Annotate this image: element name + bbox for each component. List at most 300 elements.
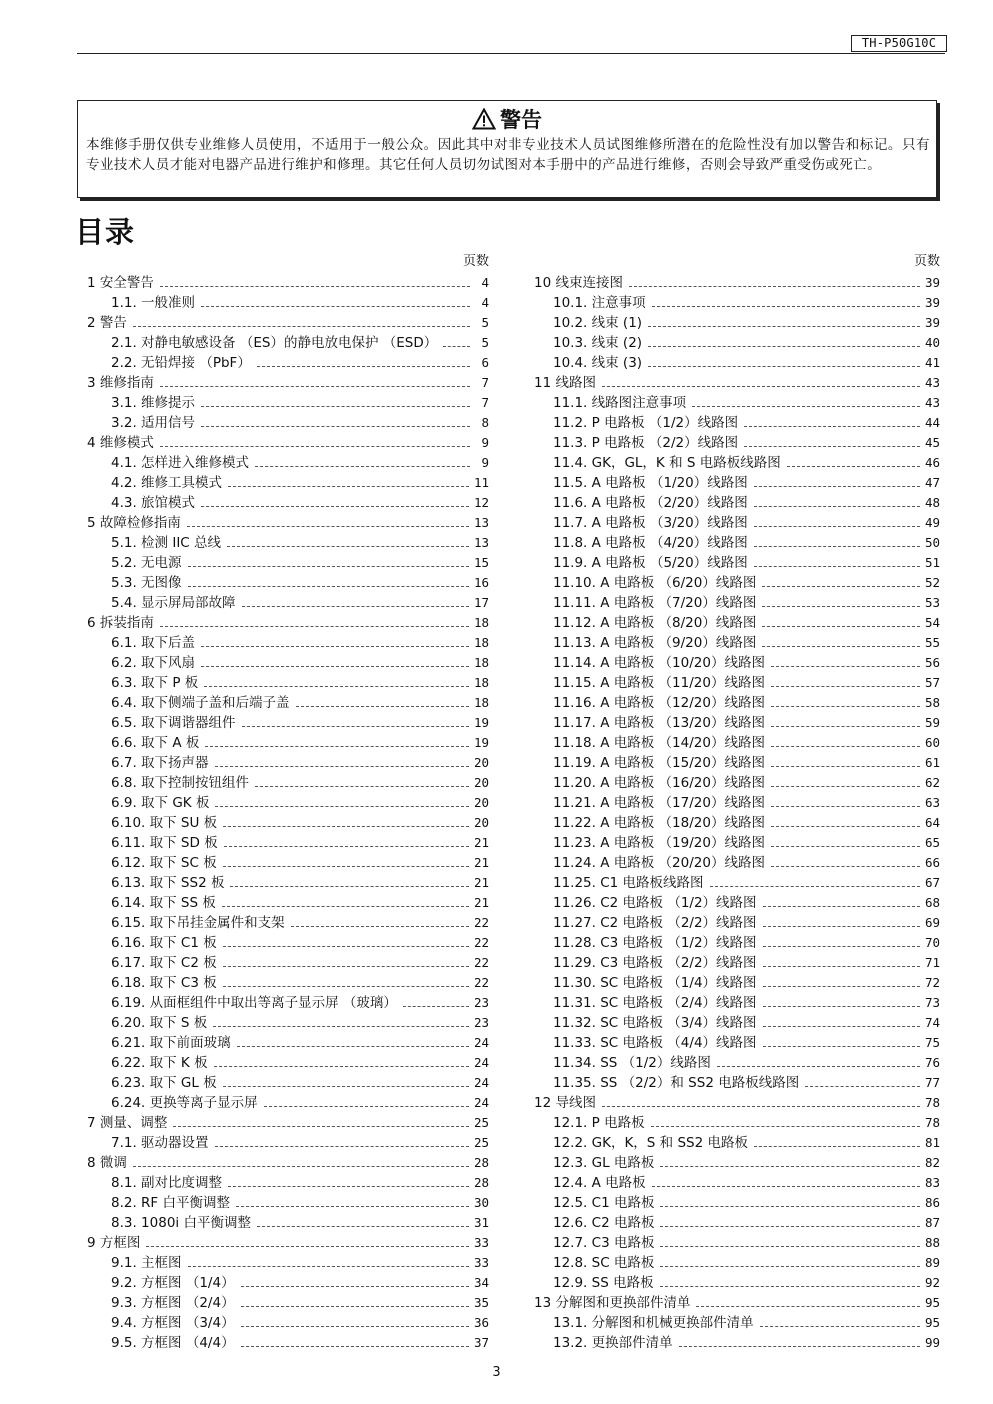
toc-leader <box>242 593 469 607</box>
toc-entry-label: 6.4. 取下侧端子盖和后端子盖 <box>111 695 290 711</box>
toc-entry[interactable] <box>534 1193 940 1213</box>
toc-entry[interactable] <box>534 1273 940 1293</box>
toc-entry[interactable] <box>87 853 489 873</box>
toc-leader <box>763 973 920 987</box>
toc-entry-label: 3.1. 维修提示 <box>111 395 196 411</box>
warning-heading <box>78 107 936 136</box>
toc-entry-page: 65 <box>924 835 940 850</box>
toc-entry-label: 12.8. SC 电路板 <box>553 1255 655 1271</box>
toc-entry-label: 9.3. 方框图 （2/4） <box>111 1295 235 1311</box>
toc-entry-label: 12.9. SS 电路板 <box>553 1275 654 1291</box>
toc-entry[interactable] <box>534 793 940 813</box>
toc-entry-page: 16 <box>473 575 489 590</box>
toc-leader <box>255 773 469 787</box>
toc-entry[interactable] <box>534 1053 940 1073</box>
toc-entry-page: 5 <box>481 315 489 330</box>
toc-entry[interactable] <box>534 453 940 473</box>
toc-entry[interactable] <box>87 1133 489 1153</box>
toc-entry-label: 10.1. 注意事项 <box>553 295 646 311</box>
toc-column-right <box>534 253 940 1353</box>
toc-leader <box>223 953 469 967</box>
toc-entry[interactable] <box>87 1013 489 1033</box>
toc-leader <box>762 593 920 607</box>
toc-entry-label: 11.16. A 电路板 （12/20）线路图 <box>553 695 765 711</box>
toc-leader <box>443 333 470 347</box>
toc-entry-label: 11.30. SC 电路板 （1/4）线路图 <box>553 975 757 991</box>
toc-leader <box>754 493 920 507</box>
toc-entry-page: 49 <box>924 515 940 530</box>
toc-entry-label: 10.2. 线束 (1) <box>553 315 643 331</box>
toc-entry[interactable] <box>534 1253 940 1273</box>
toc-entry-page: 24 <box>473 1095 489 1110</box>
toc-entry-label: 6.14. 取下 SS 板 <box>111 895 216 911</box>
toc-entry[interactable] <box>534 833 940 853</box>
toc-leader <box>223 973 469 987</box>
toc-entry-page: 4 <box>481 295 489 310</box>
toc-entry[interactable] <box>87 1073 489 1093</box>
toc-entry[interactable] <box>87 1193 489 1213</box>
toc-entry-label: 8.2. RF 白平衡调整 <box>111 1195 230 1211</box>
toc-entry[interactable] <box>534 1013 940 1033</box>
toc-leader <box>188 1253 469 1267</box>
toc-entry-page: 13 <box>473 535 489 550</box>
toc-entry-page: 59 <box>924 715 940 730</box>
toc-entry[interactable] <box>87 793 489 813</box>
toc-entry[interactable] <box>87 1313 489 1333</box>
toc-entry[interactable] <box>534 1333 940 1353</box>
toc-entry-page: 47 <box>924 475 940 490</box>
toc-entry[interactable] <box>87 733 489 753</box>
toc-entry[interactable] <box>534 1173 940 1193</box>
toc-entry[interactable] <box>87 1153 489 1173</box>
warning-title: 警告 <box>500 108 542 132</box>
toc-leader <box>648 313 920 327</box>
toc-entry-page: 5 <box>481 335 489 350</box>
toc-entry-label: 11.17. A 电路板 （13/20）线路图 <box>553 715 765 731</box>
toc-entry-label: 6.5. 取下调谐器组件 <box>111 715 236 731</box>
toc-entry[interactable] <box>534 313 940 333</box>
toc-leader <box>201 293 470 307</box>
warning-text: 本维修手册仅供专业维修人员使用，不适用于一般公众。因此其中对非专业技术人员试图维修所潜在的危险性没有加以警告和标记。只有专业技术人员才能对电器产品进行维护和修理。其它任何人员切勿试图对本手册中的产品进行维修，否则会导致严重受伤或死亡。 <box>86 137 930 173</box>
toc-leader <box>255 453 470 467</box>
toc-entry-label: 11.8. A 电路板 （4/20）线路图 <box>553 535 748 551</box>
toc-entry[interactable] <box>87 333 489 353</box>
toc-leader <box>660 1213 919 1227</box>
toc-entry-label: 6.16. 取下 C1 板 <box>111 935 217 951</box>
toc-entry[interactable] <box>87 753 489 773</box>
toc-entry[interactable] <box>87 613 489 633</box>
toc-entry[interactable] <box>534 373 940 393</box>
toc-entry-page: 46 <box>924 455 940 470</box>
toc-entry-page: 69 <box>924 915 940 930</box>
toc-entry-label: 6.24. 更换等离子显示屏 <box>111 1095 258 1111</box>
toc-entry-label: 12.5. C1 电路板 <box>553 1195 655 1211</box>
toc-entry-label: 6.8. 取下控制按钮组件 <box>111 775 250 791</box>
toc-leader <box>754 553 920 567</box>
toc-entry[interactable] <box>87 833 489 853</box>
toc-entry[interactable] <box>534 493 940 513</box>
warning-box <box>77 100 937 198</box>
toc-entry-page: 72 <box>924 975 940 990</box>
toc-entry-label: 11.35. SS （2/2）和 SS2 电路板线路图 <box>553 1075 800 1091</box>
toc-entry[interactable] <box>87 393 489 413</box>
toc-leader <box>744 433 920 447</box>
toc-entry[interactable] <box>534 813 940 833</box>
toc-entry[interactable] <box>87 673 489 693</box>
toc-entry[interactable] <box>534 1313 940 1333</box>
toc-entry[interactable] <box>87 873 489 893</box>
toc-leader <box>771 833 920 847</box>
toc-entry-label: 11.2. P 电路板 （1/2）线路图 <box>553 415 739 431</box>
toc-entry-page: 83 <box>924 1175 940 1190</box>
toc-entry[interactable] <box>87 953 489 973</box>
toc-entry-page: 73 <box>924 995 940 1010</box>
toc-entry[interactable] <box>534 773 940 793</box>
toc-entry-page: 39 <box>924 315 940 330</box>
toc-entry-label: 12.4. A 电路板 <box>553 1175 646 1191</box>
toc-entry[interactable] <box>87 533 489 553</box>
toc-entry[interactable] <box>87 633 489 653</box>
toc-entry[interactable] <box>534 1073 940 1093</box>
toc-entry-page: 9 <box>481 435 489 450</box>
toc-entry[interactable] <box>87 773 489 793</box>
toc-entry-label: 6.22. 取下 K 板 <box>111 1055 208 1071</box>
toc-entry[interactable] <box>87 1273 489 1293</box>
toc-entry-label: 3.2. 适用信号 <box>111 415 196 431</box>
toc-entry[interactable] <box>534 853 940 873</box>
toc-entry-label: 4.2. 维修工具模式 <box>111 475 223 491</box>
toc-leader <box>215 1133 469 1147</box>
toc-leader <box>160 373 470 387</box>
toc-entry-page: 86 <box>924 1195 940 1210</box>
toc-entry-label: 13 分解图和更换部件清单 <box>534 1295 691 1311</box>
toc-leader <box>771 713 920 727</box>
toc-entry-page: 17 <box>473 595 489 610</box>
toc-entry[interactable] <box>534 753 940 773</box>
toc-entry[interactable] <box>534 533 940 553</box>
toc-entry[interactable] <box>87 813 489 833</box>
page-number: 3 <box>492 1365 501 1380</box>
toc-leader <box>201 413 470 427</box>
toc-entry-label: 6.15. 取下吊挂金属件和支架 <box>111 915 285 931</box>
header-rule <box>77 53 945 54</box>
toc-leader <box>228 1173 469 1187</box>
toc-entry-page: 22 <box>473 955 489 970</box>
toc-leader <box>241 1313 469 1327</box>
toc-leader <box>771 653 920 667</box>
toc-entry[interactable] <box>87 893 489 913</box>
toc-entry-page: 61 <box>924 755 940 770</box>
toc-entry[interactable] <box>87 453 489 473</box>
toc-leader <box>602 373 920 387</box>
toc-entry-label: 1 安全警告 <box>87 275 154 291</box>
toc-entry[interactable] <box>534 993 940 1013</box>
toc-entry[interactable] <box>87 693 489 713</box>
toc-entry[interactable] <box>534 973 940 993</box>
toc-entry-label: 9.1. 主框图 <box>111 1255 182 1271</box>
toc-entry-page: 44 <box>924 415 940 430</box>
toc-leader <box>214 1053 469 1067</box>
toc-leader <box>223 853 469 867</box>
toc-entry-label: 2.2. 无铅焊接 （PbF） <box>111 355 251 371</box>
toc-entry[interactable] <box>87 1213 489 1233</box>
toc-entry-page: 53 <box>924 595 940 610</box>
toc-entry-page: 57 <box>924 675 940 690</box>
toc-entry-label: 10.4. 线束 (3) <box>553 355 643 371</box>
toc-entry[interactable] <box>87 713 489 733</box>
toc-entry[interactable] <box>87 353 489 373</box>
toc-leader <box>213 1013 469 1027</box>
toc-entry-label: 11.13. A 电路板 （9/20）线路图 <box>553 635 757 651</box>
toc-entry[interactable] <box>534 333 940 353</box>
toc-leader <box>771 753 920 767</box>
toc-entry-page: 43 <box>924 375 940 390</box>
toc-entry[interactable] <box>534 873 940 893</box>
toc-entry-label: 13.2. 更换部件清单 <box>553 1335 673 1351</box>
toc-leader <box>652 1173 920 1187</box>
warning-triangle-icon <box>472 108 496 136</box>
toc-entry-page: 40 <box>924 335 940 350</box>
toc-entry-page: 28 <box>473 1175 489 1190</box>
toc-entry-label: 8 微调 <box>87 1155 127 1171</box>
toc-entry[interactable] <box>534 653 940 673</box>
toc-entry[interactable] <box>534 1133 940 1153</box>
toc-leader <box>754 533 920 547</box>
toc-entry-page: 15 <box>473 555 489 570</box>
toc-entry[interactable] <box>87 1333 489 1353</box>
toc-entry-label: 4 维修模式 <box>87 435 154 451</box>
toc-entry[interactable] <box>87 1053 489 1073</box>
toc-entry-label: 11.3. P 电路板 （2/2）线路图 <box>553 435 739 451</box>
toc-entry-label: 12.1. P 电路板 <box>553 1115 645 1131</box>
toc-leader <box>230 873 468 887</box>
toc-entry[interactable] <box>87 433 489 453</box>
toc-leader <box>228 473 469 487</box>
toc-entry-label: 6.2. 取下风扇 <box>111 655 196 671</box>
toc-entry[interactable] <box>534 353 940 373</box>
toc-entry[interactable] <box>87 413 489 433</box>
toc-leader <box>241 1273 469 1287</box>
toc-entry-label: 6.18. 取下 C3 板 <box>111 975 217 991</box>
toc-entry[interactable] <box>534 1213 940 1233</box>
toc-entry-page: 88 <box>924 1235 940 1250</box>
toc-leader <box>188 573 469 587</box>
toc-entry[interactable] <box>87 973 489 993</box>
toc-leader <box>771 733 920 747</box>
toc-entry-label: 5.2. 无电源 <box>111 555 182 571</box>
toc-entry[interactable] <box>534 293 940 313</box>
toc-entry[interactable] <box>534 273 940 293</box>
toc-entry[interactable] <box>534 1233 940 1253</box>
toc-entry-page: 54 <box>924 615 940 630</box>
toc-entry-page: 34 <box>473 1275 489 1290</box>
toc-leader <box>241 1333 469 1347</box>
toc-entry-label: 10 线束连接图 <box>534 275 623 291</box>
toc-leader <box>173 1113 469 1127</box>
toc-entry[interactable] <box>534 473 940 493</box>
toc-entry[interactable] <box>87 293 489 313</box>
toc-entry[interactable] <box>534 733 940 753</box>
toc-entry-page: 82 <box>924 1155 940 1170</box>
toc-entry[interactable] <box>534 553 940 573</box>
toc-entry[interactable] <box>534 613 940 633</box>
toc-entry-label: 11.11. A 电路板 （7/20）线路图 <box>553 595 757 611</box>
toc-entry[interactable] <box>534 513 940 533</box>
toc-entry-label: 11.21. A 电路板 （17/20）线路图 <box>553 795 765 811</box>
toc-entry[interactable] <box>534 893 940 913</box>
toc-entry[interactable] <box>534 1153 940 1173</box>
toc-entry[interactable] <box>87 933 489 953</box>
toc-leader <box>237 1033 469 1047</box>
toc-leader <box>201 493 469 507</box>
toc-leader <box>754 513 920 527</box>
toc-leader <box>771 673 920 687</box>
toc-entry-label: 8.3. 1080i 白平衡调整 <box>111 1215 251 1231</box>
toc-leader <box>754 1133 920 1147</box>
toc-entry-page: 21 <box>473 895 489 910</box>
toc-entry[interactable] <box>87 273 489 293</box>
toc-entry-page: 22 <box>473 915 489 930</box>
toc-entry[interactable] <box>87 993 489 1013</box>
toc-entry[interactable] <box>87 913 489 933</box>
toc-leader <box>133 1153 469 1167</box>
toc-entry-page: 20 <box>473 755 489 770</box>
toc-entry-page: 8 <box>481 415 489 430</box>
toc-entry[interactable] <box>534 1093 940 1113</box>
toc-entry[interactable] <box>87 313 489 333</box>
toc-entry-page: 24 <box>473 1075 489 1090</box>
toc-entry-label: 13.1. 分解图和机械更换部件清单 <box>553 1315 754 1331</box>
toc-entry[interactable] <box>87 1093 489 1113</box>
toc-entry-page: 23 <box>473 1015 489 1030</box>
toc-entry[interactable] <box>87 1113 489 1133</box>
toc-entry[interactable] <box>534 573 940 593</box>
toc-entry-label: 11.12. A 电路板 （8/20）线路图 <box>553 615 757 631</box>
toc-entry[interactable] <box>87 1033 489 1053</box>
toc-entry[interactable] <box>534 953 940 973</box>
toc-entry-page: 12 <box>473 495 489 510</box>
toc-entry-page: 21 <box>473 835 489 850</box>
toc-leader <box>660 1273 920 1287</box>
toc-entry-label: 11.26. C2 电路板 （1/2）线路图 <box>553 895 757 911</box>
toc-entry-label: 7 测量、调整 <box>87 1115 168 1131</box>
toc-entry-label: 12.7. C3 电路板 <box>553 1235 655 1251</box>
toc-entry-page: 18 <box>473 635 489 650</box>
toc-entry-page: 24 <box>473 1055 489 1070</box>
toc-leader <box>744 413 920 427</box>
toc-entry-page: 60 <box>924 735 940 750</box>
toc-entry[interactable] <box>534 593 940 613</box>
toc-entry-page: 18 <box>473 675 489 690</box>
toc-entry[interactable] <box>87 593 489 613</box>
toc-entry[interactable] <box>87 653 489 673</box>
toc-entry[interactable] <box>534 673 940 693</box>
toc-entry[interactable] <box>534 1293 940 1313</box>
toc-entry-page: 21 <box>473 855 489 870</box>
toc-entry-label: 6.7. 取下扬声器 <box>111 755 209 771</box>
toc-entry-label: 11.22. A 电路板 （18/20）线路图 <box>553 815 765 831</box>
toc-entry-label: 6.13. 取下 SS2 板 <box>111 875 225 891</box>
toc-entry[interactable] <box>534 693 940 713</box>
toc-entry-page: 75 <box>924 1035 940 1050</box>
toc-entry-label: 11.9. A 电路板 （5/20）线路图 <box>553 555 748 571</box>
toc-leader <box>241 1293 469 1307</box>
toc-entry-page: 58 <box>924 695 940 710</box>
toc-entry-page: 20 <box>473 795 489 810</box>
toc-entry-page: 71 <box>924 955 940 970</box>
toc-entry[interactable] <box>87 1293 489 1313</box>
toc-entry[interactable] <box>534 933 940 953</box>
toc-entry[interactable] <box>87 493 489 513</box>
toc-leader <box>717 1053 920 1067</box>
toc-entry[interactable] <box>534 433 940 453</box>
toc-entry-label: 6.10. 取下 SU 板 <box>111 815 218 831</box>
toc-entry-label: 1.1. 一般准则 <box>111 295 196 311</box>
toc-entry-page: 33 <box>473 1255 489 1270</box>
toc-entry[interactable] <box>87 553 489 573</box>
toc-entry-page: 20 <box>473 815 489 830</box>
toc-entry[interactable] <box>87 373 489 393</box>
toc-leader <box>660 1193 919 1207</box>
toc-entry[interactable] <box>534 393 940 413</box>
toc-entry[interactable] <box>87 513 489 533</box>
toc-leader <box>264 1093 469 1107</box>
toc-entry[interactable] <box>87 1233 489 1253</box>
toc-entry-label: 3 维修指南 <box>87 375 154 391</box>
toc-entry[interactable] <box>534 713 940 733</box>
toc-leader <box>652 293 920 307</box>
toc-leader <box>760 1313 920 1327</box>
toc-leader <box>227 533 469 547</box>
toc-entry-label: 11 线路图 <box>534 375 596 391</box>
toc-leader <box>629 273 920 287</box>
toc-entry-label: 12.2. GK，K，S 和 SS2 电路板 <box>553 1135 748 1151</box>
toc-leader <box>763 1033 920 1047</box>
toc-entry-label: 11.29. C3 电路板 （2/2）线路图 <box>553 955 757 971</box>
toc-entry[interactable] <box>534 413 940 433</box>
toc-entry[interactable] <box>87 1253 489 1273</box>
toc-entry-page: 56 <box>924 655 940 670</box>
toc-entry-page: 9 <box>481 455 489 470</box>
toc-entry-page: 28 <box>473 1155 489 1170</box>
toc-entry-page: 25 <box>473 1115 489 1130</box>
toc-entry[interactable] <box>534 913 940 933</box>
toc-entry-page: 45 <box>924 435 940 450</box>
toc-leader <box>160 273 470 287</box>
toc-entry[interactable] <box>87 473 489 493</box>
toc-entry-label: 12.3. GL 电路板 <box>553 1155 655 1171</box>
toc-entry-label: 9.4. 方框图 （3/4） <box>111 1315 235 1331</box>
toc-column-left <box>87 253 489 1353</box>
toc-leader <box>660 1253 920 1267</box>
toc-entry-page: 68 <box>924 895 940 910</box>
toc-leader <box>224 833 469 847</box>
toc-entry-page: 81 <box>924 1135 940 1150</box>
toc-leader <box>187 513 469 527</box>
toc-leader <box>602 1093 920 1107</box>
toc-entry-page: 22 <box>473 975 489 990</box>
toc-entry-page: 20 <box>473 775 489 790</box>
toc-entry[interactable] <box>534 1033 940 1053</box>
toc-entry-page: 22 <box>473 935 489 950</box>
toc-entry[interactable] <box>87 1173 489 1193</box>
toc-entry[interactable] <box>534 1113 940 1133</box>
toc-entry[interactable] <box>534 633 940 653</box>
toc-entry-label: 11.14. A 电路板 （10/20）线路图 <box>553 655 765 671</box>
toc-entry-page: 76 <box>924 1055 940 1070</box>
toc-leader <box>763 953 920 967</box>
toc-entry[interactable] <box>87 573 489 593</box>
